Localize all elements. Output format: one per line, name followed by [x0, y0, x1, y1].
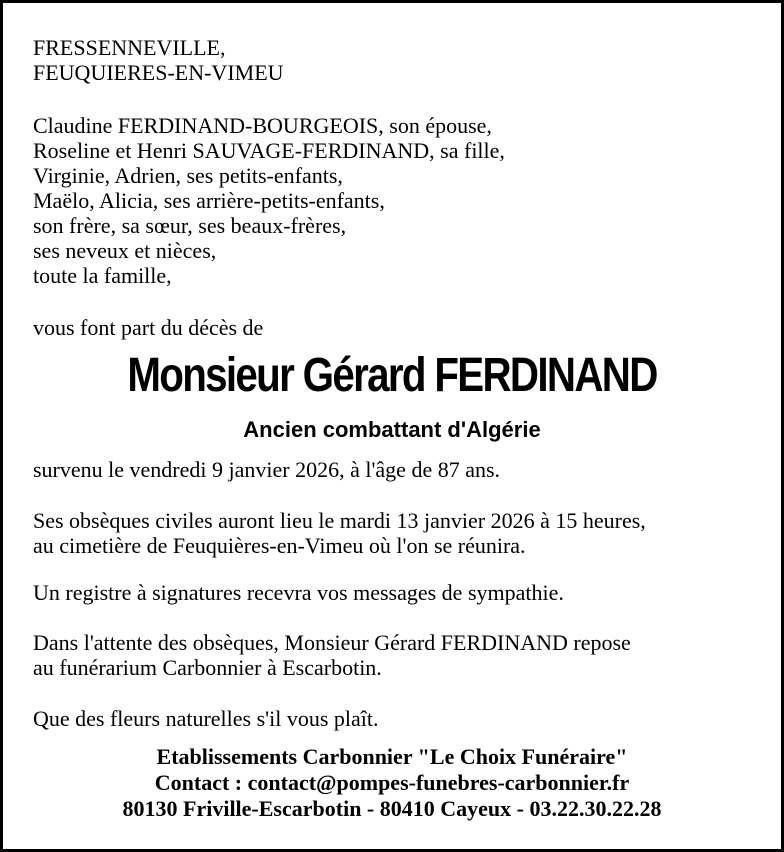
funeral-line: Ses obsèques civiles auront lieu le mardi 13 janvier 2026 à 15 heures, — [33, 508, 646, 533]
family-line: ses neveux et nièces, — [33, 238, 217, 263]
death-statement: survenu le vendredi 9 janvier 2026, à l'âge de 87 ans. — [33, 457, 501, 482]
family-line: son frère, sa sœur, ses beaux-frères, — [33, 213, 347, 238]
repose-line: au funérarium Carbonnier à Escarbotin. — [33, 655, 382, 680]
repose-details — [33, 630, 631, 680]
flowers-text: Que des fleurs naturelles s'il vous plaît. — [33, 706, 379, 731]
family-line: Virginie, Adrien, ses petits-enfants, — [33, 163, 343, 188]
deceased-name: Monsieur Gérard FERDINAND — [127, 349, 657, 402]
intro-text: vous font part du décès de — [33, 315, 264, 340]
repose-line: Dans l'attente des obsèques, Monsieur Gérard FERDINAND repose — [33, 630, 631, 655]
location-header — [33, 35, 284, 85]
family-list — [33, 113, 505, 288]
funeral-line: au cimetière de Feuquières-en-Vimeu où l'on se réunira. — [33, 533, 526, 558]
family-line: toute la famille, — [33, 263, 172, 288]
location-line: FRESSENNEVILLE, — [33, 35, 226, 60]
deceased-title: Ancien combattant d'Algérie — [243, 417, 541, 442]
register-text: Un registre à signatures recevra vos messages de sympathie. — [33, 580, 564, 605]
funeral-home-name: Etablissements Carbonnier "Le Choix Funéraire" — [156, 744, 628, 769]
funeral-details — [33, 508, 646, 558]
funeral-home-contact: Contact : contact@pompes-funebres-carbonnier.fr — [154, 770, 630, 795]
funeral-home-address: 80130 Friville-Escarbotin - 80410 Cayeux - 03.22.30.22.28 — [122, 796, 662, 821]
family-line: Roseline et Henri SAUVAGE-FERDINAND, sa fille, — [33, 138, 505, 163]
funeral-home-footer — [3, 744, 781, 822]
location-line: FEUQUIERES-EN-VIMEU — [33, 60, 284, 85]
family-line: Claudine FERDINAND-BOURGEOIS, son épouse, — [33, 113, 492, 138]
family-line: Maëlo, Alicia, ses arrière-petits-enfants, — [33, 188, 385, 213]
